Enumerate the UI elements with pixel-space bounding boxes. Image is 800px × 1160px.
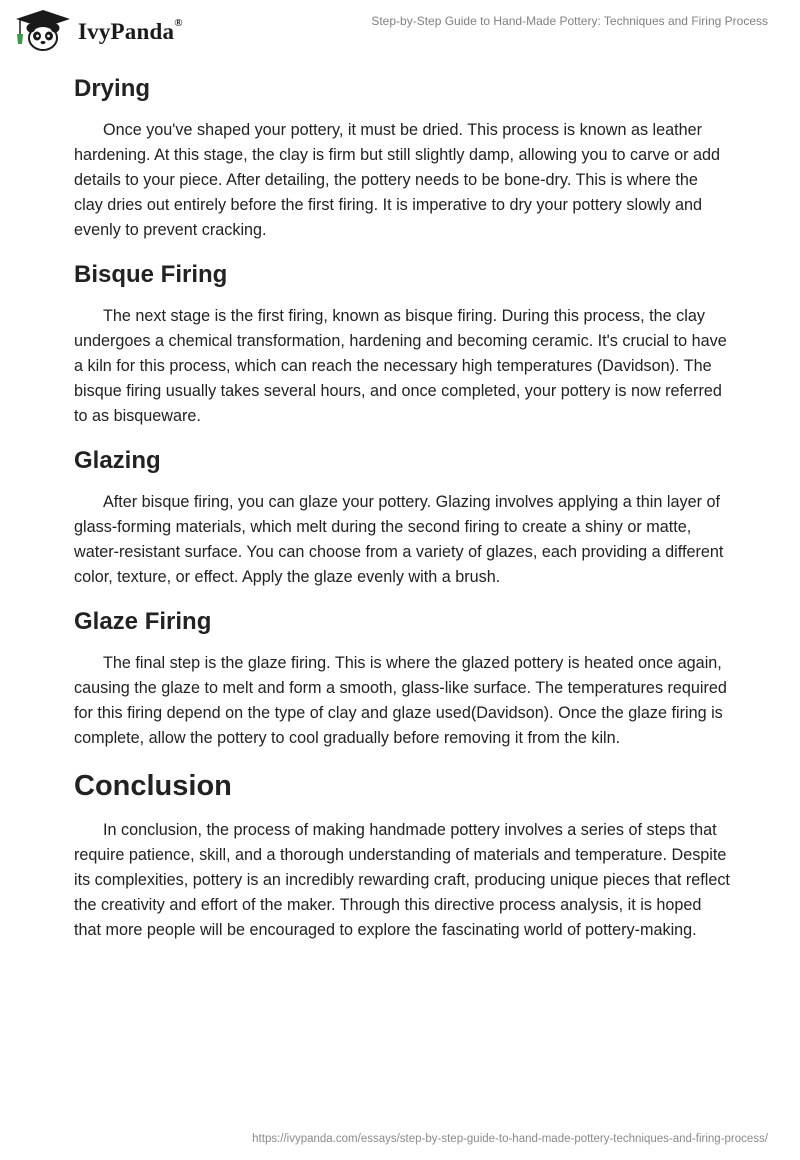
section-glaze-firing bbox=[74, 605, 730, 751]
section-glazing bbox=[74, 444, 730, 590]
brand-name: IvyPanda® bbox=[78, 17, 183, 44]
page-header bbox=[0, 0, 800, 60]
section-conclusion bbox=[74, 766, 730, 943]
registered-mark: ® bbox=[174, 17, 183, 29]
section-heading: Drying bbox=[74, 75, 151, 102]
section-drying bbox=[74, 72, 730, 243]
section-paragraph: After bisque firing, you can glaze your pottery. Glazing involves applying a thin layer of glass-forming materials, which melt during the second firing to create a shiny or matte, water-resistant surface. You can choose from a variety of glazes, each providing a different color, texture, or effect. Apply the glaze evenly with a brush. bbox=[74, 493, 724, 586]
conclusion-paragraph: In conclusion, the process of making handmade pottery involves a series of steps that require patience, skill, and a thorough understanding of materials and temperature. Despite its complexities, pottery is an incredibly rewarding craft, producing unique pieces that reflect the creativity and effort of the maker. Through this directive process analysis, it is hoped that more people will be encouraged to explore the fascinating world of pottery-making. bbox=[74, 821, 730, 939]
ivypanda-logo[interactable] bbox=[14, 8, 183, 52]
article-body bbox=[74, 72, 730, 958]
running-title: Step-by-Step Guide to Hand-Made Pottery: Techniques and Firing Process bbox=[371, 14, 768, 28]
conclusion-heading: Conclusion bbox=[74, 770, 232, 802]
section-heading: Glaze Firing bbox=[74, 608, 212, 635]
section-paragraph: The final step is the glaze firing. This is where the glazed pottery is heated once again, causing the glaze to melt and form a smooth, glass-like surface. The temperatures required for this firing depend on the type of clay and glaze used(Davidson). Once the glaze firing is complete, allow the pottery to cool gradually before removing it from the kiln. bbox=[74, 654, 727, 747]
section-heading: Bisque Firing bbox=[74, 261, 228, 288]
section-paragraph: The next stage is the first firing, known as bisque firing. During this process, the clay undergoes a chemical transformation, hardening and becoming ceramic. It's crucial to have a kiln for this process, which can reach the necessary high temperatures (Davidson). The bisque firing usually takes several hours, and once completed, your pottery is now referred to as bisqueware. bbox=[74, 307, 727, 425]
section-paragraph: Once you've shaped your pottery, it must be dried. This process is known as leather hardening. At this stage, the clay is firm but still slightly damp, allowing you to carve or add details to your piece. After detailing, the pottery needs to be bone-dry. This is where the clay dries out entirely before the first firing. It is imperative to dry your pottery slowly and evenly to prevent cracking. bbox=[74, 121, 721, 239]
source-url-link[interactable]: https://ivypanda.com/essays/step-by-step-guide-to-hand-made-pottery-techniques-and-firing-process/ bbox=[252, 1133, 768, 1145]
section-heading: Glazing bbox=[74, 447, 161, 474]
panda-graduate-icon bbox=[14, 8, 72, 52]
section-bisque-firing bbox=[74, 258, 730, 429]
